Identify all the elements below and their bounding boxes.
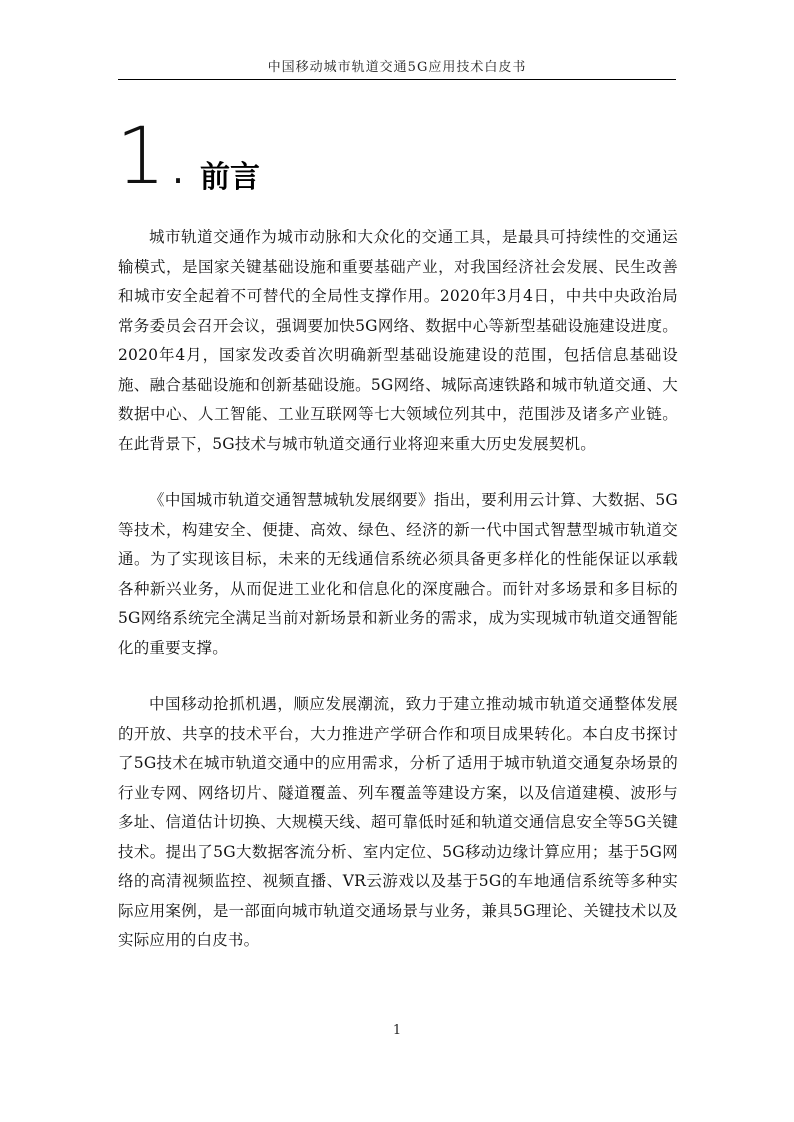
running-header: 中国移动城市轨道交通5G应用技术白皮书 (267, 60, 527, 75)
page-number: 1 (392, 1023, 402, 1038)
paragraph-whitepaper: 中国移动抢抓机遇，顺应发展潮流，致力于建立推动城市轨道交通整体发展的开放、共享的技术平台，大力推进产学研合作和项目成果转化。本白皮书探讨了5G技术在城市轨道交通中的应用需求，分析了适用于城市轨道交通复杂场景的行业专网、网络切片、隧道覆盖、列车覆盖等建设方案，以及信道建模、波形与多址、信道估计切换、大规模天线、超可靠低时延和轨道交通信息安全等5G关键技术。提出了5G大数据客流分析、室内定位、5G移动边缘计算应用；基于5G网络的高清视频监控、视频直播、VR云游戏以及基于5G的车地通信系统等多种实际应用案例，是一部面向城市轨道交通场景与业务，兼具5G理论、关键技术以及实际应用的白皮书。 (118, 695, 678, 949)
body-text (118, 223, 678, 983)
paragraph-intro: 城市轨道交通作为城市动脉和大众化的交通工具，是最具可持续性的交通运输模式，是国家关键基础设施和重要基础产业，对我国经济社会发展、民生改善和城市安全起着不可替代的全局性支撑作用。2020年3月4日，中共中央政治局常务委员会召开会议，强调要加快5G网络、数据中心等新型基础设施建设进度。2020年4月，国家发改委首次明确新型基础设施建设的范围，包括信息基础设施、融合基础设施和创新基础设施。5G网络、城际高速铁路和城市轨道交通、大数据中心、人工智能、工业互联网等七大领域位列其中，范围涉及诸多产业链。在此背景下，5G技术与城市轨道交通行业将迎来重大历史发展契机。 (118, 228, 678, 453)
chapter-title: 前言 (200, 160, 260, 195)
paragraph-outline: 《中国城市轨道交通智慧城轨发展纲要》指出，要利用云计算、大数据、5G等技术，构建安全、便捷、高效、绿色、经济的新一代中国式智慧型城市轨道交通。为了实现该目标，未来的无线通信系统必须具备更多样化的性能保证以承载各种新兴业务，从而促进工业化和信息化的深度融合。而针对多场景和多目标的5G网络系统完全满足当前对新场景和新业务的需求，成为实现城市轨道交通智能化的重要支撑。 (118, 491, 678, 657)
header-divider (118, 79, 676, 80)
chapter-number: 1. (116, 112, 191, 202)
chapter-heading (116, 112, 676, 202)
